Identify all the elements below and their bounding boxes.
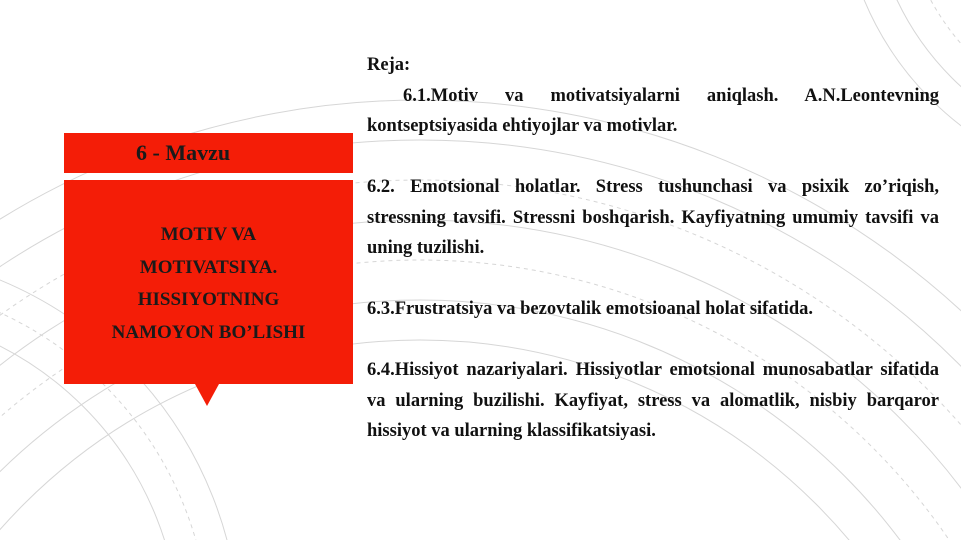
plan-item: 6.4.Hissiyot nazariyalari. Hissiyotlar emotsional munosabatlar sifatida va ularning buzilishi. Kayfiyat, stress va alomatlik, nisbiy barqaror hissiyot va ularning klassifikatsiyasi.: [367, 360, 939, 441]
spacer: [367, 142, 939, 173]
subtitle-line: NAMOYON BO’LISHI: [111, 321, 306, 343]
subtitle-line: HISSIYOTNING: [137, 289, 280, 310]
subtitle-panel: [64, 180, 353, 384]
subtitle-line: MOTIV VA: [160, 224, 257, 245]
spacer: [367, 264, 939, 295]
subtitle-line: MOTIVATSIYA.: [139, 256, 278, 278]
panel-pointer-triangle: [195, 384, 219, 406]
plan-content: [367, 50, 939, 447]
plan-item: 6.1.Motiv va motivatsiyalarni aniqlash. A.N.Leontevning kontseptsiyasida ehtiyojlar va motivlar.: [367, 85, 939, 136]
plan-item: 6.3.Frustratsiya va bezovtalik emotsioanal holat sifatida.: [367, 299, 814, 319]
topic-title: 6 - Mavzu: [64, 133, 353, 173]
slide-subtitle: [64, 219, 353, 349]
plan-item: 6.2. Emotsional holatlar. Stress tushunchasi va psixik zo’riqish, stressning tavsifi. Stressni boshqarish. Kayfiyatning umumiy tavsifi va uning tuzilishi.: [367, 177, 939, 258]
spacer: [367, 325, 939, 356]
plan-heading: Reja:: [367, 55, 411, 75]
